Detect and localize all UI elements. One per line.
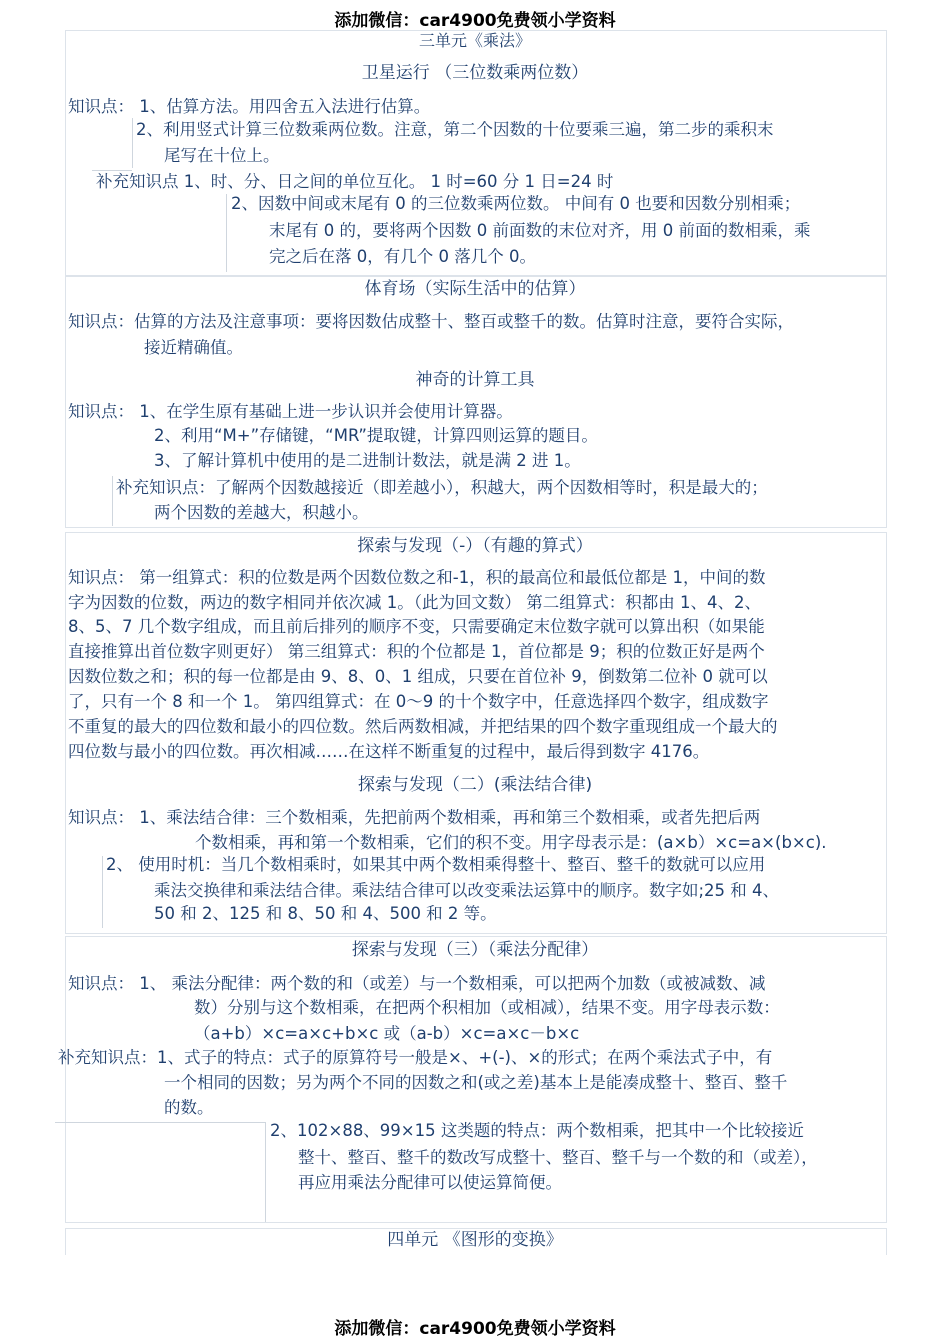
section-title: 探索与发现（二）(乘法结合律) bbox=[357, 775, 593, 795]
divider bbox=[102, 856, 103, 928]
supplement-line: 2、102×88、99×15 这类题的特点：两个数相乘，把其中一个比较接近 bbox=[270, 1121, 804, 1140]
knowledge-line: 2、 使用时机：当几个数相乘时，如果其中两个数相乘得整十、整百、整千的数就可以应用 bbox=[106, 855, 766, 874]
supplement-line: 的数。 bbox=[164, 1098, 214, 1117]
divider bbox=[112, 476, 113, 526]
knowledge-line: 知识点：估算的方法及注意事项：要将因数估成整十、整百或整千的数。估算时注意，要符合实际， bbox=[68, 312, 794, 331]
knowledge-line: 不重复的最大的四位数和最小的四位数。然后两数相减，并把结果的四个数字重现组成一个最大的 bbox=[68, 717, 778, 736]
supplement-line: 两个因数的差越大，积越小。 bbox=[154, 503, 369, 522]
supplement-line: 一个相同的因数；另为两个不同的因数之和(或之差)基本上是能凑成整十、整百、整千 bbox=[164, 1073, 788, 1092]
section-title: 体育场（实际生活中的估算） bbox=[364, 279, 586, 299]
divider bbox=[132, 118, 133, 168]
knowledge-line: 直接推算出首位数字则更好） 第三组算式：积的个位都是 1，首位都是 9；积的位数正好是两个 bbox=[68, 642, 765, 661]
watermark-top: 添加微信：car4900免费领小学资料 bbox=[334, 11, 616, 31]
knowledge-line: 2、利用“M+”存储键，“MR”提取键，计算四则运算的题目。 bbox=[154, 426, 598, 445]
supplement-line: 补充知识点：了解两个因数越接近（即差越小），积越大，两个因数相等时，积是最大的； bbox=[116, 478, 768, 497]
knowledge-line: 8、5、7 几个数字组成，而且前后排列的顺序不变，只需要确定末位数字就可以算出积（如果能 bbox=[68, 617, 765, 636]
formula-line: （a+b）×c=a×c+b×c 或（a-b）×c=a×c－b×c bbox=[194, 1024, 580, 1043]
section-title: 探索与发现（-）（有趣的算式） bbox=[357, 536, 593, 556]
divider bbox=[226, 194, 227, 272]
knowledge-line: 50 和 2、125 和 8、50 和 4、500 和 2 等。 bbox=[154, 904, 497, 923]
section-title: 探索与发现（三）（乘法分配律） bbox=[351, 940, 599, 960]
supplement-line: 完之后在落 0，有几个 0 落几个 0。 bbox=[269, 247, 536, 266]
divider bbox=[55, 1122, 265, 1123]
supplement-line: 2、因数中间或末尾有 0 的三位数乘两位数。 中间有 0 也要和因数分别相乘； bbox=[231, 194, 801, 213]
section-title: 神奇的计算工具 bbox=[415, 370, 535, 390]
knowledge-line: 知识点： 1、 乘法分配律：两个数的和（或差）与一个数相乘，可以把两个加数（或被减数、减 bbox=[68, 974, 766, 993]
knowledge-line: 乘法交换律和乘法结合律。乘法结合律可以改变乘法运算中的顺序。数字如;25 和 4、 bbox=[154, 881, 780, 900]
knowledge-line: 数）分别与这个数相乘，在把两个积相加（或相减），结果不变。用字母表示数： bbox=[194, 998, 780, 1017]
knowledge-line: 接近精确值。 bbox=[144, 338, 243, 357]
knowledge-line: 因数位数之和；积的每一位都是由 9、8、0、1 组成，只要在首位补 9，倒数第二位补 0 就可以 bbox=[68, 667, 768, 686]
knowledge-line: 3、了解计算机中使用的是二进制计数法，就是满 2 进 1。 bbox=[154, 451, 581, 470]
knowledge-line: 尾写在十位上。 bbox=[164, 146, 280, 165]
knowledge-line: 2、利用竖式计算三位数乘两位数。注意，第二个因数的十位要乘三遍，第二步的乘积末 bbox=[136, 120, 774, 139]
supplement-line: 末尾有 0 的，要将两个因数 0 前面数的末位对齐，用 0 前面的数相乘，乘 bbox=[269, 221, 811, 240]
supplement-line: 补充知识点 1、时、分、日之间的单位互化。 1 时=60 分 1 日=24 时 bbox=[96, 172, 614, 191]
knowledge-line: 四位数与最小的四位数。再次相减……在这样不断重复的过程中，最后得到数字 4176。 bbox=[68, 742, 710, 761]
knowledge-line: 知识点： 1、估算方法。用四舍五入法进行估算。 bbox=[68, 97, 431, 116]
watermark-bottom: 添加微信：car4900免费领小学资料 bbox=[334, 1319, 616, 1339]
section-title: 卫星运行 （三位数乘两位数） bbox=[361, 63, 589, 83]
divider bbox=[265, 1122, 266, 1222]
knowledge-line: 字为因数的位数，两边的数字相同并依次减 1。（此为回文数） 第二组算式：积都由 1、4、2、 bbox=[68, 593, 761, 612]
supplement-line: 整十、整百、整千的数改写成整十、整百、整千与一个数的和（或差）， bbox=[298, 1148, 818, 1167]
knowledge-line: 知识点： 1、在学生原有基础上进一步认识并会使用计算器。 bbox=[68, 402, 513, 421]
supplement-line: 补充知识点：1、式子的特点：式子的原算符号一般是×、+(-)、×的形式；在两个乘法式子中，有 bbox=[58, 1048, 773, 1067]
unit-title: 三单元《乘法》 bbox=[418, 31, 531, 50]
knowledge-line: 知识点： 第一组算式：积的位数是两个因数位数之和-1，积的最高位和最低位都是 1，中间的数 bbox=[68, 568, 766, 587]
supplement-line: 再应用乘法分配律可以使运算简便。 bbox=[298, 1173, 562, 1192]
knowledge-line: 知识点： 1、乘法结合律：三个数相乘，先把前两个数相乘，再和第三个数相乘，或者先把后两 bbox=[68, 808, 761, 827]
unit-title: 四单元 《图形的变换》 bbox=[387, 1230, 563, 1250]
knowledge-line: 个数相乘，再和第一个数相乘，它们的积不变。用字母表示是：(a×b）×c=a×(b×c). bbox=[195, 833, 827, 852]
knowledge-line: 了，只有一个 8 和一个 1。 第四组算式：在 0～9 的十个数字中，任意选择四个数字，组成数字 bbox=[68, 692, 769, 711]
